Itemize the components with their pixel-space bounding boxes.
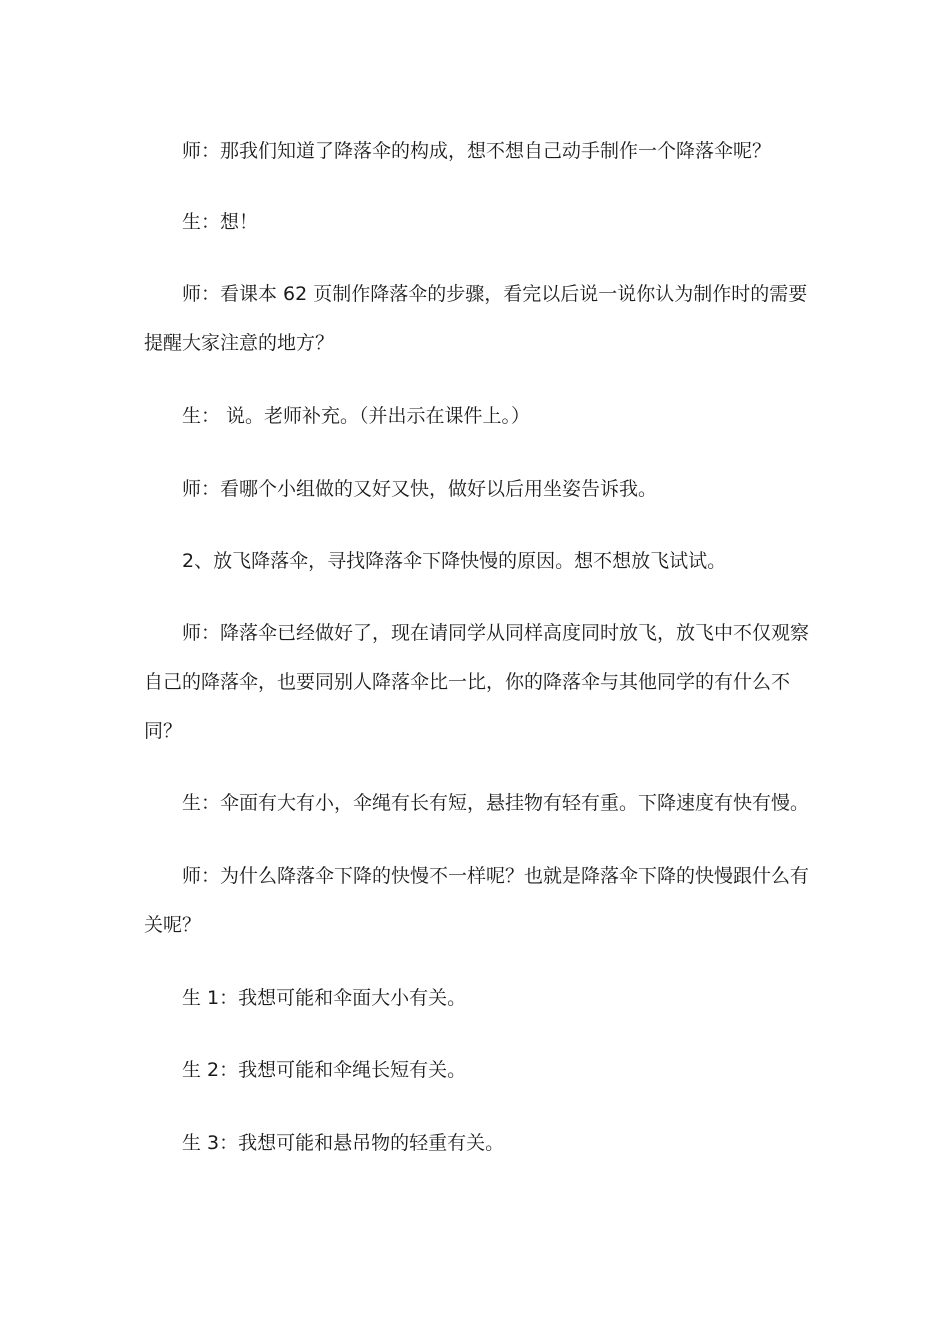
paragraph-student-answer-yes: 生：想！ <box>182 211 259 233</box>
paragraph-section-2-heading: 2、放飞降落伞，寻找降落伞下降快慢的原因。想不想放飞试试。 <box>182 550 727 572</box>
paragraph-teacher-release-parachute: 师：降落伞已经做好了，现在请同学从同样高度同时放飞，放飞中不仅观察自己的降落伞，也要同别人降落伞比一比，你的降落伞与其他同学的有什么不同？ <box>144 622 810 742</box>
paragraph-teacher-question-make-parachute: 师：那我们知道了降落伞的构成，想不想自己动手制作一个降落伞呢？ <box>182 140 772 162</box>
paragraph-student-says: 生： 说。老师补充。（并出示在课件上。） <box>182 405 531 427</box>
paragraph-student-2-hypothesis: 生 2：我想可能和伞绳长短有关。 <box>182 1059 467 1081</box>
paragraph-teacher-textbook-steps: 师：看课本 62 页制作降落伞的步骤，看完以后说一说你认为制作时的需要提醒大家注意的地方？ <box>144 283 808 354</box>
paragraph-teacher-why-question: 师：为什么降落伞下降的快慢不一样呢？也就是降落伞下降的快慢跟什么有关呢？ <box>144 865 810 936</box>
paragraph-student-observations: 生：伞面有大有小，伞绳有长有短，悬挂物有轻有重。下降速度有快有慢。 <box>182 792 810 814</box>
paragraph-student-1-hypothesis: 生 1：我想可能和伞面大小有关。 <box>182 987 467 1009</box>
paragraph-student-3-hypothesis: 生 3：我想可能和悬吊物的轻重有关。 <box>182 1132 505 1154</box>
paragraph-teacher-group-task: 师：看哪个小组做的又好又快，做好以后用坐姿告诉我。 <box>182 478 658 500</box>
